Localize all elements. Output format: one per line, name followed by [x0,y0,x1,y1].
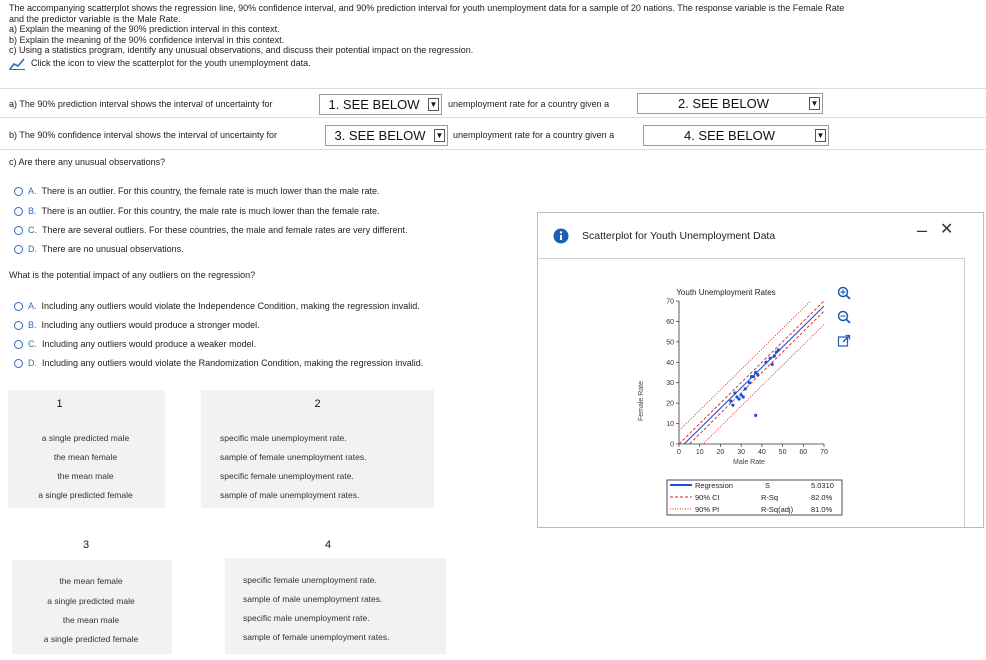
legend-pi-label: 90% PI [695,505,720,514]
radio-button[interactable] [14,226,23,235]
data-point [744,387,747,390]
option-letter: B. [28,206,37,216]
option-text: There is an outlier. For this country, the female rate is much lower than the male rate. [41,186,380,196]
x-tick-label: 70 [820,449,828,456]
option-text: Including any outliers would produce a weaker model. [42,339,257,349]
scatterplot-dialog [537,212,984,528]
impact-option-b[interactable] [14,320,260,330]
part-a-select-2-value: 2. SEE BELOW [677,96,770,111]
radio-button[interactable] [14,321,23,330]
dialog-body [539,258,965,527]
dropdown-2-number: 2 [314,398,321,410]
intro-line-5: c) Using a statistics program, identify any unusual observations, and discuss their potential impact on the regression. [9,45,474,55]
dropdown-3-item[interactable]: a single predicted female [43,634,139,644]
chevron-down-icon: ▼ [435,131,444,140]
legend-rsq-value: 82.0% [811,493,833,502]
close-button[interactable]: ✕ [940,221,954,238]
dropdown-2-item[interactable]: sample of male unemployment rates. [220,490,360,500]
y-tick-label: 20 [666,400,674,408]
x-tick-label: 20 [716,449,725,456]
option-text: There is an outlier. For this country, the male rate is much lower than the female rate. [41,206,380,216]
ci-lower-line [679,311,824,454]
dropdown-3-item[interactable]: the mean female [59,576,123,586]
y-tick-label: 60 [666,318,674,326]
part-a-select-1-value: 1. SEE BELOW [328,97,420,112]
option-text: Including any outliers would violate the Randomization Condition, making the regression invalid. [42,358,424,368]
intro-line-2: and the predictor variable is the Male Rate. [9,13,181,24]
data-point [731,404,734,407]
intro-line-1: The accompanying scatterplot shows the regression line, 90% confidence interval, and 90% prediction interval for youth unemployment data for a sample of 20 nations. The response variable is the Female Rate [9,3,845,13]
info-icon [553,228,569,244]
intro-line-3: a) Explain the meaning of the 90% prediction interval in this context. [9,24,280,34]
y-tick-label: 40 [666,359,674,367]
data-point [752,375,755,378]
option-letter: D. [28,358,37,368]
divider [0,88,986,89]
legend-s-header: S [765,481,771,490]
data-point [769,357,772,360]
option-text: Including any outliers would produce a stronger model. [41,320,260,330]
scatterplot-chart [539,259,964,527]
option-letter: C. [28,339,37,349]
scatterplot-link[interactable] [9,58,844,70]
y-tick-label: 70 [666,298,674,306]
option-text: Including any outliers would violate the Independence Condition, making the regression invalid. [41,301,420,311]
impact-option-a[interactable] [14,301,420,311]
data-point [733,391,736,394]
dropdown-2-item[interactable]: specific female unemployment rate. [220,471,354,481]
chart-icon[interactable] [9,58,25,70]
divider [0,117,986,118]
part-a-middle: unemployment rate for a country given a [448,99,610,109]
data-point [729,400,732,403]
part-b-middle: unemployment rate for a country given a [453,130,615,140]
option-letter: A. [28,301,37,311]
dropdown-4-item[interactable]: sample of female unemployment rates. [243,632,390,642]
radio-button[interactable] [14,340,23,349]
ci-upper-line [679,301,824,444]
legend-rsq-name: R-Sq [761,493,779,502]
y-tick-label: 10 [666,421,674,429]
legend-ci-label: 90% CI [695,493,720,502]
problem-statement [9,3,844,70]
option-text: There are several outliers. For these countries, the male and female rates are very different. [42,225,408,235]
zoom-in-icon[interactable] [837,286,851,300]
legend-rsqadj-value: 81.0% [811,505,833,514]
dropdown-1-item[interactable]: the mean male [57,471,114,481]
part-b-select-2[interactable] [643,125,829,146]
radio-button[interactable] [14,187,23,196]
intro-line-4: b) Explain the meaning of the 90% confidence interval in this context. [9,34,285,45]
part-b-select-2-value: 4. SEE BELOW [683,128,776,143]
x-tick-label: 40 [757,449,766,456]
x-tick-label: 10 [695,449,704,456]
legend-regression-label: Regression [695,481,733,490]
dropdown-1-item[interactable]: a single predicted male [41,433,130,443]
x-tick-label: 50 [778,449,787,456]
dropdown-4-item[interactable]: specific female unemployment rate. [243,575,377,585]
dropdown-1-item[interactable]: a single predicted female [38,490,133,500]
data-point [777,348,780,351]
part-a-select-2[interactable] [637,93,823,114]
minimize-button[interactable]: – [917,220,928,240]
option-letter: A. [28,186,37,196]
x-axis-label: Male Rate [733,459,765,466]
data-point [764,361,767,364]
data-point [754,414,757,417]
x-tick-label: 0 [677,449,681,456]
dropdown-4-number: 4 [324,539,332,551]
open-external-icon[interactable] [837,334,851,348]
option-text: There are no unusual observations. [42,244,184,254]
pi-upper-line [679,288,824,431]
x-tick-label: 30 [737,449,746,456]
dropdown-1-number: 1 [56,398,63,410]
dropdown-4-item[interactable]: sample of male unemployment rates. [243,594,383,604]
scatterplot-link-text[interactable]: Click the icon to view the scatterplot for the youth unemployment data. [31,58,311,69]
radio-button[interactable] [14,302,23,311]
y-tick-label: 30 [666,380,674,388]
part-c-option-a[interactable] [14,186,380,196]
part-a-select-1[interactable] [319,94,442,115]
dialog-header [538,213,983,258]
radio-button[interactable] [14,207,23,216]
option-letter: C. [28,225,37,235]
part-a-prefix: a) The 90% prediction interval shows the interval of uncertainty for [9,99,273,109]
part-c-question: c) Are there any unusual observations? [9,157,166,167]
divider [0,149,986,150]
impact-question: What is the potential impact of any outliers on the regression? [9,270,256,280]
dialog-title: Scatterplot for Youth Unemployment Data [582,230,776,242]
data-point [756,373,759,376]
data-point [737,397,740,400]
data-point [748,381,751,384]
data-point [771,363,774,366]
impact-option-c[interactable] [14,339,256,349]
dropdown-3-number: 3 [82,539,90,551]
option-letter: B. [28,320,37,330]
chevron-down-icon: ▼ [816,131,825,140]
radio-button[interactable] [14,245,23,254]
y-tick-label: 0 [670,441,674,449]
y-tick-label: 50 [666,339,674,347]
dropdown-4-item[interactable]: specific male unemployment rate. [243,613,370,623]
legend-s-value: 5.0310 [811,481,834,490]
pi-lower-line [679,324,824,467]
part-c-option-c[interactable] [14,225,408,235]
part-b-select-1-value: 3. SEE BELOW [334,128,426,143]
y-axis-label: Female Rate [638,380,645,422]
dropdown-2-item[interactable]: specific male unemployment rate. [220,433,347,443]
dropdown-2-item[interactable]: sample of female unemployment rates. [220,452,367,462]
part-c-option-d[interactable] [14,244,184,254]
x-tick-label: 60 [799,449,808,456]
chevron-down-icon: ▼ [429,100,438,109]
dropdown-3-item[interactable]: the mean male [62,615,120,625]
data-point [742,395,745,398]
dropdown-1-item[interactable]: the mean female [53,452,118,462]
part-c-option-b[interactable] [14,206,380,216]
dropdown-3-item[interactable]: a single predicted male [47,596,135,606]
legend-rsqadj-name: R-Sq(adj) [761,505,794,514]
chart-title: Youth Unemployment Rates [676,288,776,297]
zoom-out-icon[interactable] [837,310,851,324]
data-point [773,355,776,358]
part-b-select-1[interactable] [325,125,448,146]
radio-button[interactable] [14,359,23,368]
impact-option-d[interactable] [14,358,423,368]
option-letter: D. [28,244,37,254]
part-b-prefix: b) The 90% confidence interval shows the interval of uncertainty for [9,130,277,140]
chevron-down-icon: ▼ [810,99,819,108]
